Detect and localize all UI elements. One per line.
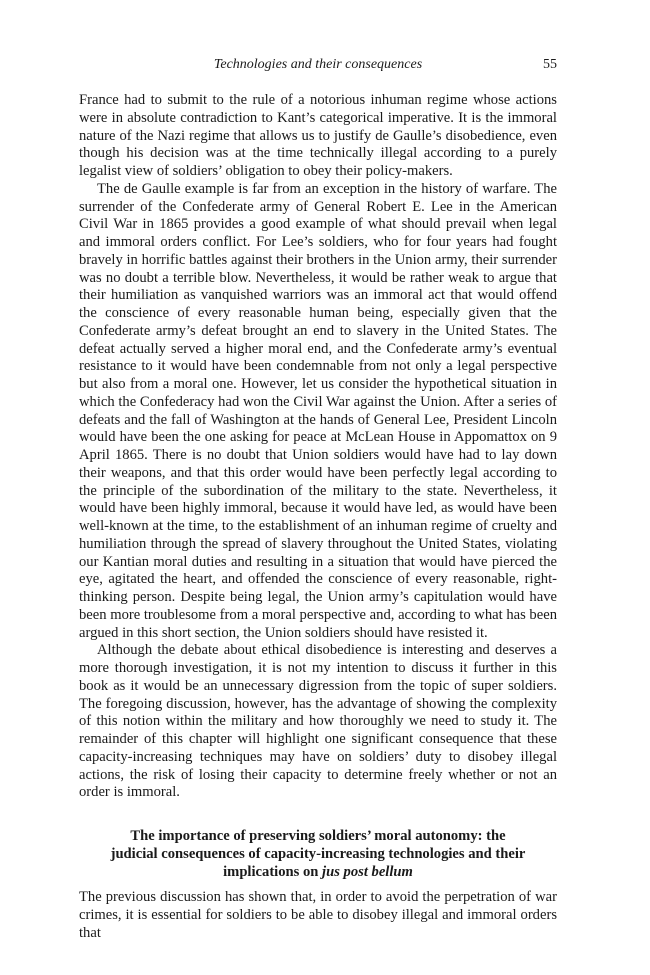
section-heading-emphasis: jus post bellum <box>322 863 413 880</box>
paragraph: The de Gaulle example is far from an exception in the history of warfare. The surrender of the Confederate army of General Robert E. Lee in the American Civil War in 1865 provides a good example of what should prevail when legal and immoral orders conflict. For Lee’s soldiers, who for four years had fought bravely in horrific battles against their brothers in the Union army, their surrender was no doubt a terrible blow. Nevertheless, it would be rather weak to argue that their humiliation as vanquished warriors was an immoral act that would offend the conscience of every reasonable human being, especially given that the Confederate army’s defeat brought an end to slavery in the United States. The defeat actually served a higher moral end, and the Confederate army’s eventual resistance to it would have been condemnable from not only a legal perspective but also from a moral one. However, let us consider the hypothetical situation in which the Confederacy had won the Civil War against the Union. After a series of defeats and the fall of Washington at the hands of General Lee, President Lincoln would have been the one asking for peace at McLean House in Appomattox on 9 April 1865. There is no doubt that Union soldiers would have had to lay down their weapons, and that this order would have been perfectly legal according to the principle of the subordination of the military to the state. Nevertheless, it would have been highly immoral, because it would have led, as would have been well-known at the time, to the establishment of an inhuman regime of cruelty and humiliation through the spread of slavery throughout the United States, violating our Kantian moral duties and resulting in a situation that would have pierced the eye, agitated the heart, and offended the conscience of every reasonable, right-thinking person. Despite being legal, the Union army’s capitulation would have been more troublesome from a moral perspective and, according to what has been argued in this short section, the Union soldiers should have resisted it. <box>79 180 557 641</box>
running-title: Technologies and their consequences <box>213 57 423 72</box>
section-heading-text: implications on <box>223 863 323 880</box>
section-heading <box>91 828 545 881</box>
body-text <box>79 92 557 943</box>
section-heading-line: judicial consequences of capacity-increasing technologies and their <box>110 845 526 862</box>
section-heading-line <box>91 864 545 882</box>
section-heading-line: The importance of preserving soldiers’ moral autonomy: the <box>130 828 506 844</box>
paragraph: The previous discussion has shown that, in order to avoid the perpetration of war crimes, it is essential for soldiers to be able to disobey illegal and immoral orders that <box>79 889 557 941</box>
paragraph: France had to submit to the rule of a notorious inhuman regime whose actions were in absolute contradiction to Kant’s categorical imperative. It is the immoral nature of the Nazi regime that allows us to justify de Gaulle’s disobedience, even though his decision was at the time technically illegal according to a purely legalist view of soldiers’ obligation to obey their policy-makers. <box>79 92 557 179</box>
paragraph: Although the debate about ethical disobedience is interesting and deserves a more thorough investigation, it is not my intention to discuss it further in this book as it would be an unnecessary digression from the topic of super soldiers. The foregoing discussion, however, has the advantage of showing the complexity of this notion within the military and how thoroughly we need to study it. The remainder of this chapter will highlight one significant consequence that these capacity-increasing techniques may have on soldiers’ duty to disobey illegal actions, the risk of losing their capacity to determine freely whether or not an order is immoral. <box>79 642 557 801</box>
page-number: 55 <box>543 57 557 72</box>
